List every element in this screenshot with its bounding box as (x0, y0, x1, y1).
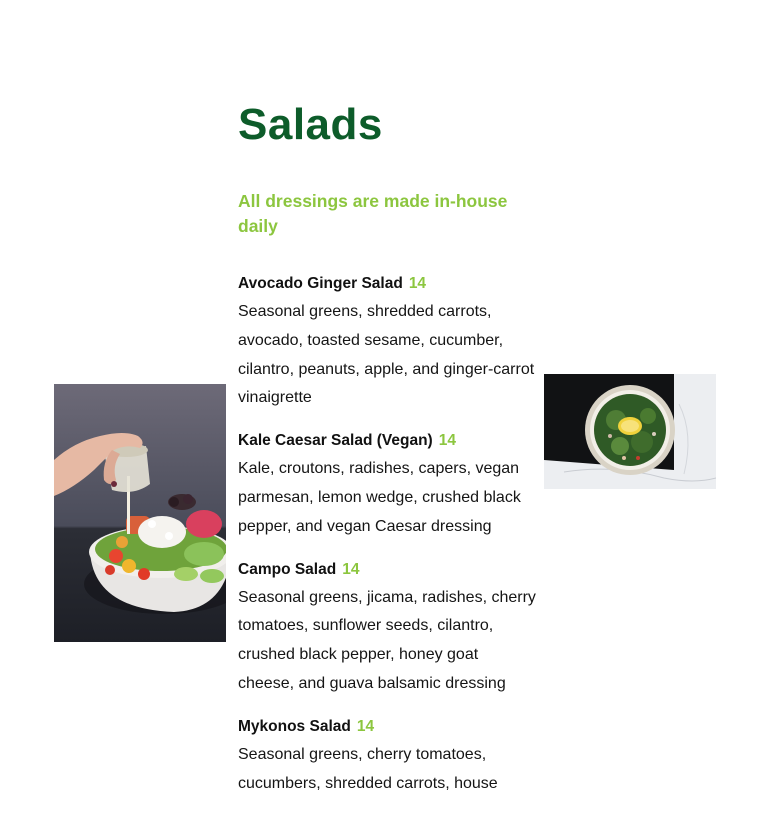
page-subtitle: All dressings are made in-house daily (238, 191, 508, 236)
menu-item-description: Seasonal greens, cherry tomatoes, cucumbers, shredded carrots, house (238, 745, 498, 792)
menu-item-header (238, 715, 538, 739)
kale-salad-bowl-photo (544, 374, 716, 489)
menu-item (238, 558, 538, 699)
menu-item-price: 14 (438, 432, 456, 450)
menu-item-header (238, 429, 538, 453)
kale-salad-bowl-image (544, 374, 716, 489)
menu-item-name: Kale Caesar Salad (Vegan) (238, 432, 433, 450)
menu-item-header (238, 558, 538, 582)
menu-item-price: 14 (356, 717, 375, 735)
menu-item (238, 429, 538, 541)
salad-menu-list (238, 272, 538, 814)
menu-item (238, 272, 538, 413)
menu-item (238, 715, 538, 799)
menu-item-description: Seasonal greens, shredded carrots, avocado, toasted sesame, cucumber, cilantro, peanuts, apple, and ginger-carrot vinaigrette (238, 303, 535, 407)
salad-pouring-dressing-photo (54, 384, 226, 642)
menu-item-header (238, 272, 538, 296)
menu-item-name: Campo Salad (238, 560, 337, 578)
menu-item-description: Kale, croutons, radishes, capers, vegan parmesan, lemon wedge, crushed black pepper, and vegan Caesar dressing (238, 460, 521, 535)
menu-item-price: 14 (342, 560, 360, 578)
salad-pouring-dressing-image (54, 384, 226, 642)
menu-item-price: 14 (408, 275, 427, 292)
menu-item-description: Seasonal greens, jicama, radishes, cherry tomatoes, sunflower seeds, cilantro, crushed black pepper, honey goat cheese, and guava balsamic dressing (238, 588, 536, 692)
page-title: Salads (238, 100, 383, 149)
menu-item-name: Mykonos Salad (238, 717, 351, 735)
menu-item-name: Avocado Ginger Salad (238, 275, 403, 292)
